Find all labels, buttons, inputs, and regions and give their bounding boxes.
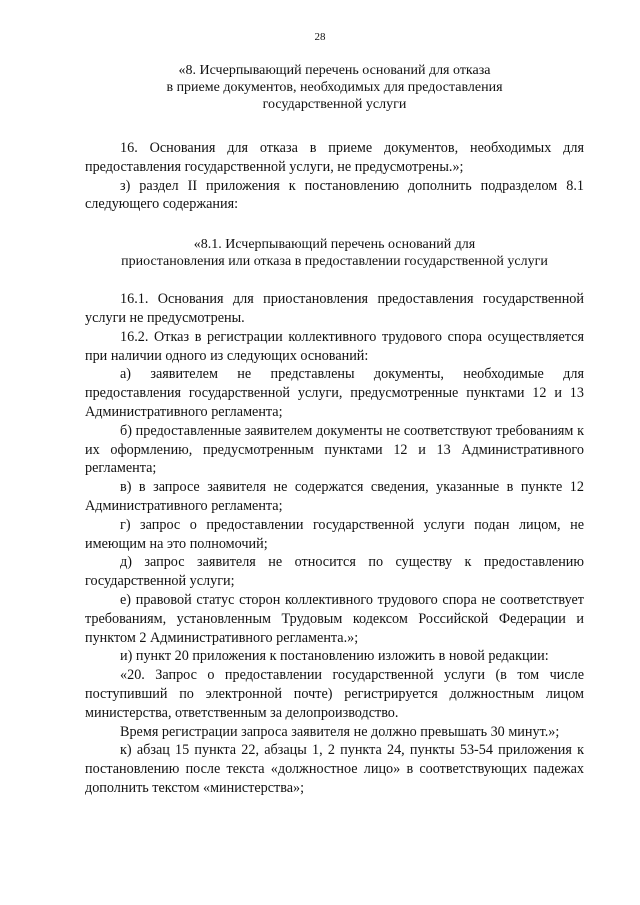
heading-8-line: «8. Исчерпывающий перечень оснований для отказа — [178, 63, 491, 78]
page-number: 28 — [314, 31, 326, 43]
paragraph-20: «20. Запрос о предоставлении государственной услуги (в том числе поступивший по электронной почте) регистрируется должностным лицом министерства, ответственным за делопроизводство. — [85, 667, 584, 721]
item-g: г) запрос о предоставлении государственной услуги подан лицом, не имеющим на это полномочий; — [85, 516, 584, 552]
item-e: е) правовой статус сторон коллективного трудового спора не соответствует требованиям, установленным Трудовым кодексом Российской Федерации и пунктом 2 Административного регламента.»; — [85, 591, 584, 646]
item-d: д) запрос заявителя не относится по существу к предоставлению государственной услуги; — [85, 554, 584, 590]
paragraph-k: к) абзац 15 пункта 22, абзацы 1, 2 пункта 24, пункты 53-54 приложения к постановлению после текста «должностное лицо» в соответствующих падежах дополнить текстом «министерства»; — [85, 742, 584, 796]
paragraph-i: и) пункт 20 приложения к постановлению изложить в новой редакции: — [120, 648, 549, 665]
heading-8-1-line: приостановления или отказа в предоставлении государственной услуги — [121, 254, 548, 270]
heading-8-1 — [85, 236, 584, 270]
paragraph-16-2: 16.2. Отказ в регистрации коллективного трудового спора осуществляется при наличии одного из следующих оснований: — [85, 328, 584, 364]
document-body — [85, 62, 584, 798]
item-v: в) в запросе заявителя не содержатся сведения, указанные в пункте 12 Административного регламента; — [85, 479, 584, 514]
heading-8-line: в приеме документов, необходимых для предоставления — [166, 80, 503, 95]
paragraph-16-1: 16.1. Основания для приостановления предоставления государственной услуги не предусмотрены. — [85, 291, 584, 326]
heading-8-1-line: «8.1. Исчерпывающий перечень оснований для — [193, 237, 476, 253]
paragraph-z: з) раздел II приложения к постановлению дополнить подразделом 8.1 следующего содержания: — [85, 177, 584, 213]
item-a: а) заявителем не представлены документы, необходимые для предоставления государственной услуги, предусмотренные пунктами 12 и 13 Административного регламента; — [85, 366, 584, 420]
paragraph-16: 16. Основания для отказа в приеме документов, необходимых для предоставления государственной услуги, не предусмотрены.»; — [85, 140, 584, 175]
heading-8-line: государственной услуги — [262, 97, 407, 112]
heading-8 — [85, 62, 584, 113]
item-b: б) предоставленные заявителем документы не соответствуют требованиям к их оформлению, предусмотренным пунктами 12 и 13 Административного регламента; — [85, 422, 584, 477]
paragraph-registration-time: Время регистрации запроса заявителя не должно превышать 30 минут.»; — [120, 723, 560, 740]
